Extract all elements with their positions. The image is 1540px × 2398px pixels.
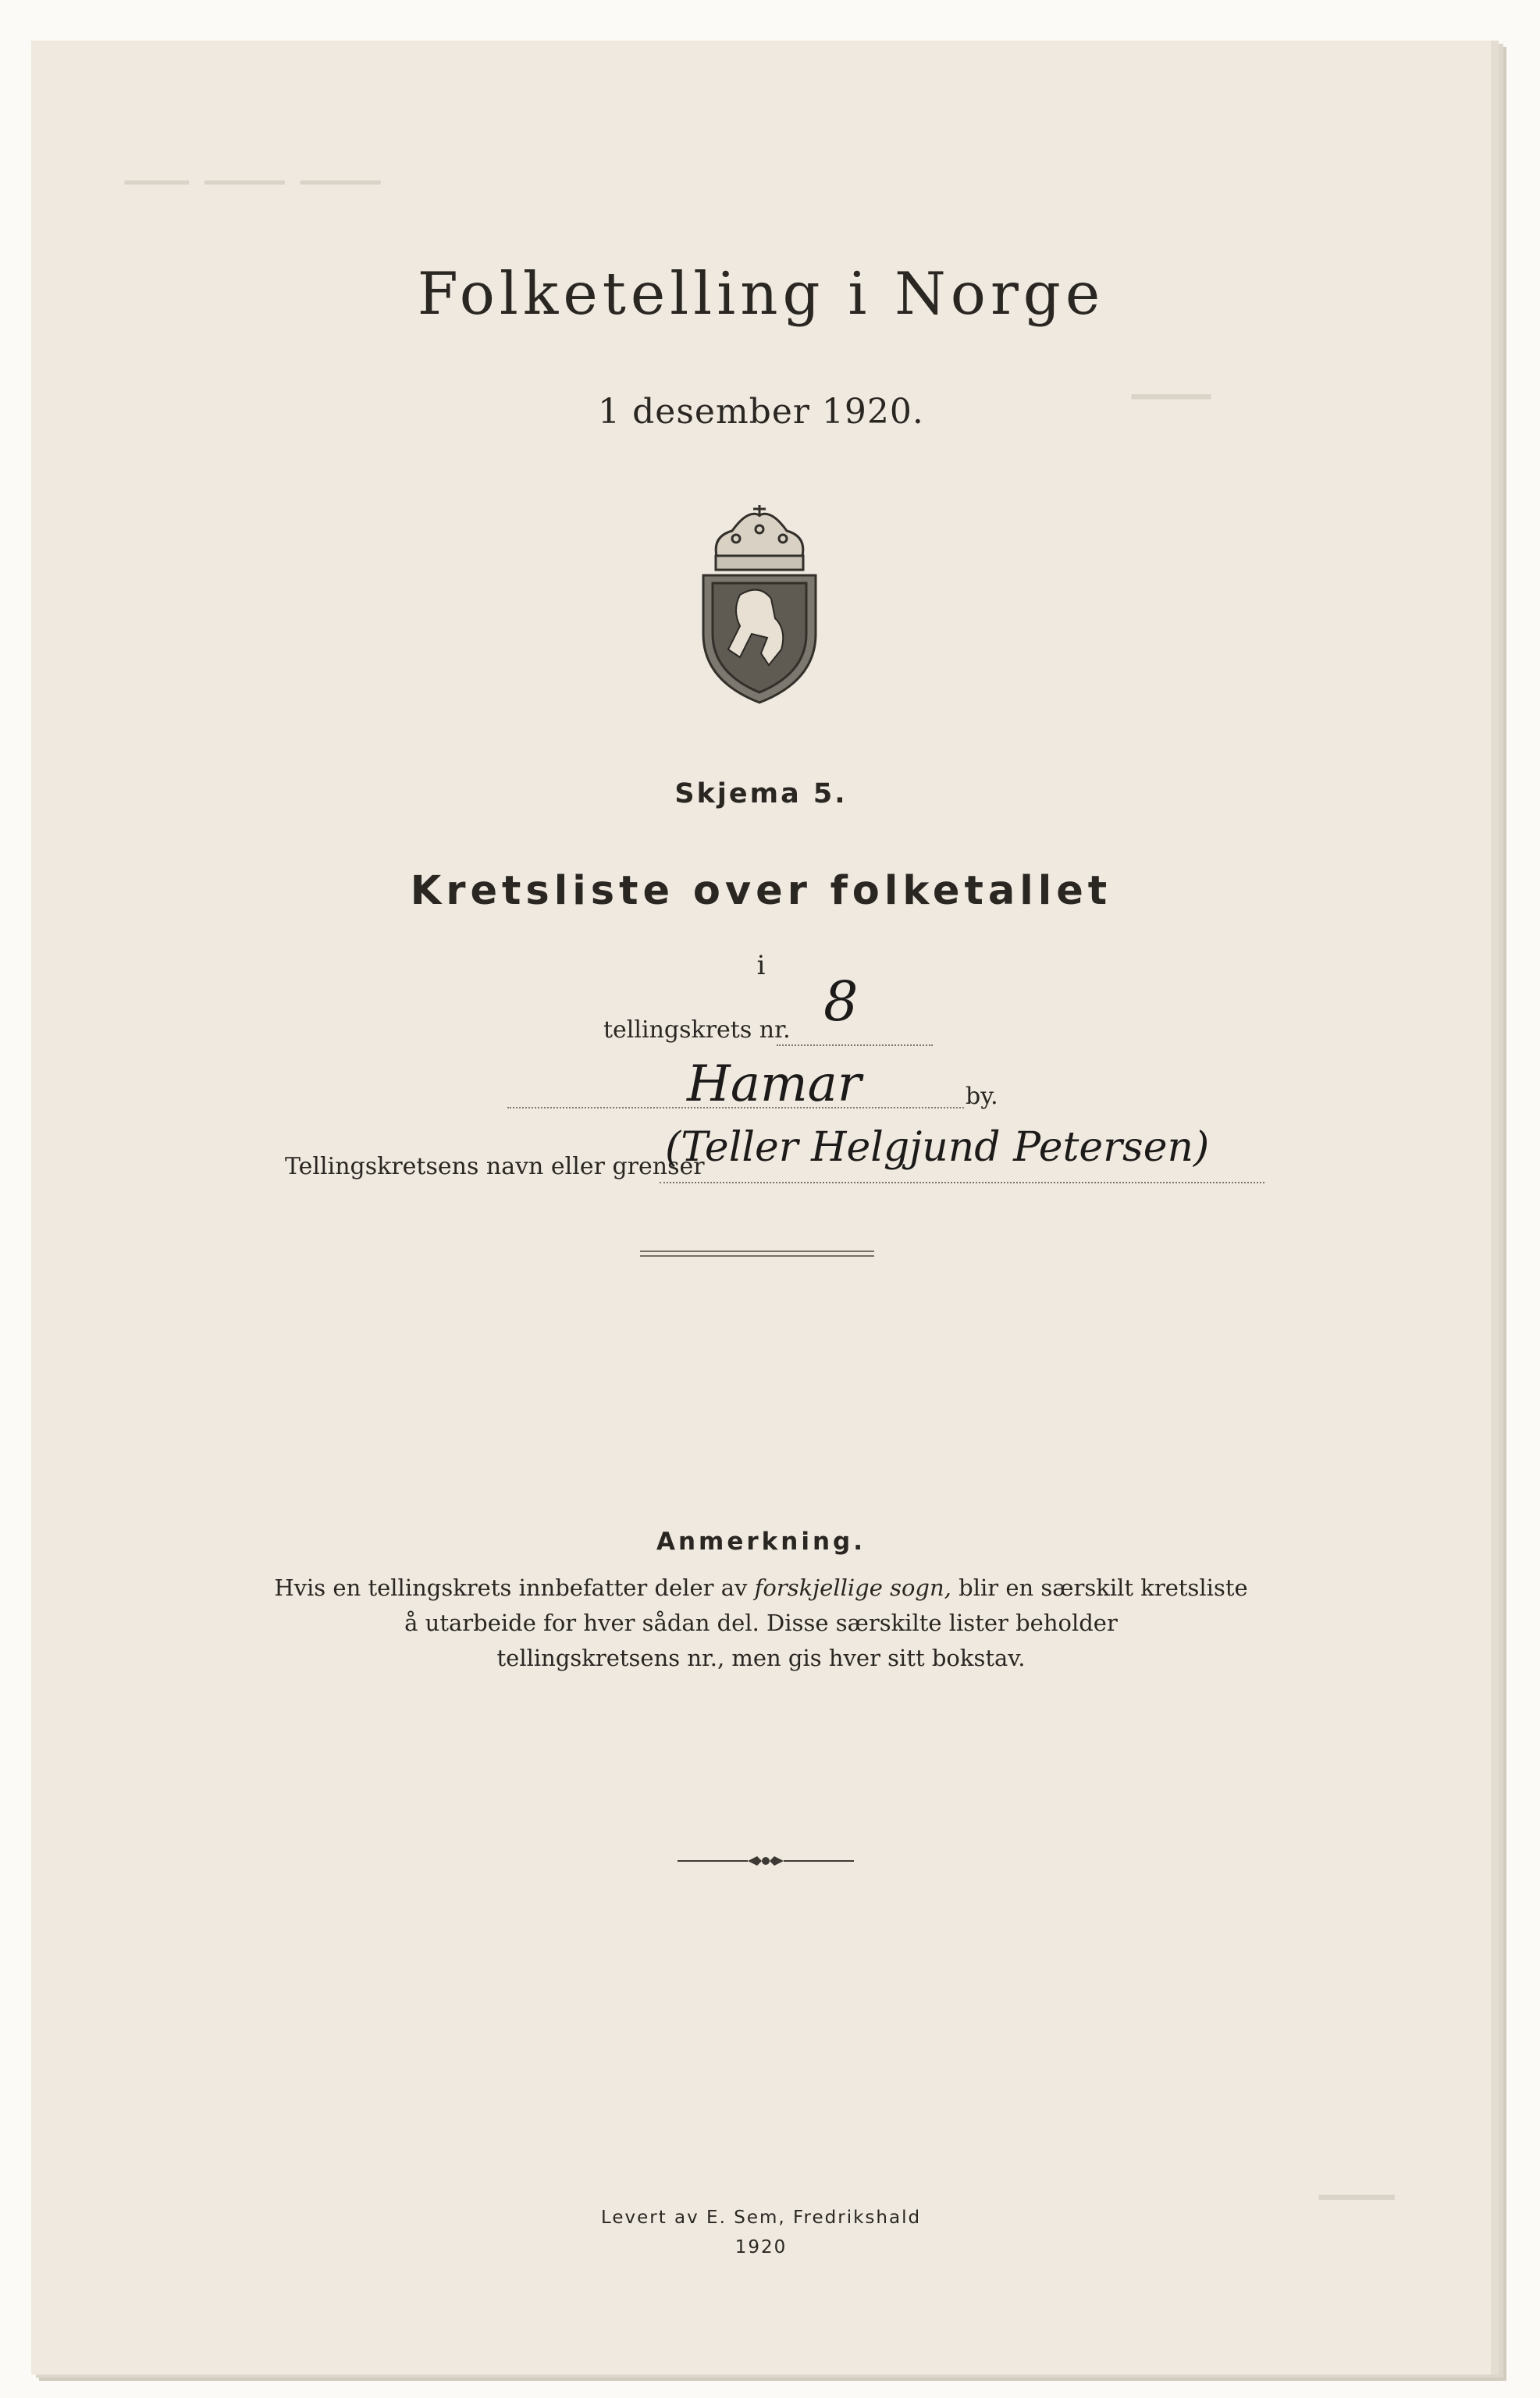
note-line-3: tellingskretsens nr., men gis hver sitt bokstav. (496, 1645, 1026, 1671)
census-form-page (31, 41, 1499, 2375)
norwegian-coat-of-arms-icon (697, 501, 822, 708)
bleed-through-text: ▁▁▁▁ ▁▁▁▁▁ ▁▁▁▁▁ (125, 154, 381, 185)
schema-label: Skjema 5. (674, 778, 848, 809)
bleed-through-text: ▁▁▁▁ (1132, 361, 1211, 399)
document-title: Folketelling i Norge (417, 259, 1105, 328)
town-value[interactable]: Hamar (687, 1055, 862, 1113)
boundary-line (660, 1182, 1264, 1183)
printer-line: Levert av E. Sem, Fredrikshald (600, 2208, 922, 2228)
town-suffix: by. (966, 1083, 998, 1110)
census-date: 1 desember 1920. (598, 392, 924, 432)
tellingskrets-label: tellingskrets nr. (603, 1016, 791, 1044)
tellingskrets-line (777, 1044, 933, 1046)
separator-line (640, 1255, 874, 1257)
printer-imprint (31, 2203, 1491, 2262)
print-year: 1920 (734, 2237, 788, 2257)
bleed-through-text: ▁▁▁▁ (1319, 2164, 1395, 2200)
connector-word: i (756, 950, 766, 981)
note-line-2: å utarbeide for hver sådan del. Disse særskilte lister beholder (404, 1610, 1118, 1636)
note-line-1: Hvis en tellingskrets innbefatter deler av forskjellige sogn, blir en særskilt kretsliste (274, 1574, 1248, 1601)
boundary-value[interactable]: (Teller Helgjund Petersen) (665, 1124, 1210, 1171)
form-heading: Kretsliste over folketallet (410, 868, 1112, 914)
tellingskrets-value[interactable]: 8 (823, 970, 859, 1034)
separator-line (640, 1251, 874, 1252)
boundary-label: Tellingskretsens navn eller grenser (285, 1153, 705, 1180)
ornament-divider-icon (678, 1852, 854, 1870)
note-title: Anmerkning. (656, 1528, 866, 1556)
